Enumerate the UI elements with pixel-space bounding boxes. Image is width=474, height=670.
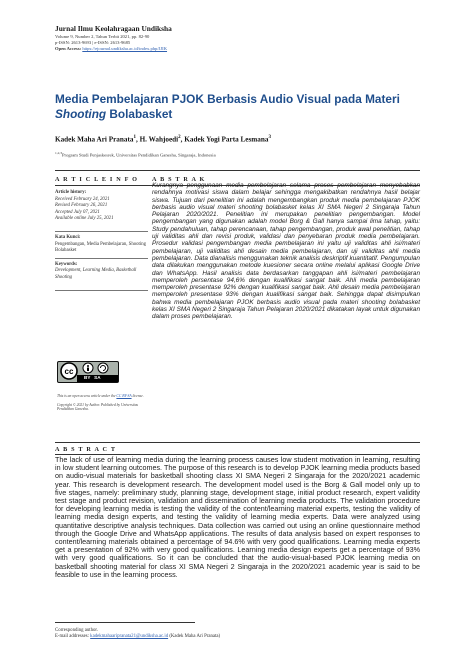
footer	[55, 628, 220, 640]
author-list	[55, 135, 435, 143]
affiliation	[55, 151, 445, 158]
info-divider	[55, 290, 148, 291]
email-label: E-mail addresses:	[55, 634, 91, 640]
title-part1: Media Pembelajaran PJOK Berbasis Audio Visual pada Materi	[55, 92, 400, 106]
open-access-line	[55, 46, 167, 51]
footer-divider	[55, 622, 195, 623]
abstract-section	[55, 456, 420, 579]
corresponding-author: Corresponding author.	[55, 628, 98, 633]
keywords: Development, Learning Media, Basketball Shooting	[55, 268, 137, 280]
author-3: , Kadek Yogi Parta Lesmana	[180, 135, 269, 144]
title-divider	[55, 170, 420, 171]
keywords-label: Keywords:	[55, 261, 78, 267]
abstract-divider-top	[55, 442, 420, 443]
history-online: Available online July 25, 2021	[55, 216, 114, 222]
author-3-sup: 3	[268, 135, 271, 140]
paper-title	[55, 92, 435, 122]
history-accepted: Accepted July 07, 2021	[55, 209, 100, 215]
volume-line: Volume 9, Number 2, Tahun Terbit 2021, pp. 82-90	[55, 34, 150, 39]
history-label: Article history:	[55, 190, 87, 195]
article-info-panel	[55, 190, 148, 294]
issn-line: p-ISSN: 2613-9693 | e-ISSN: 2613-9685	[55, 40, 131, 45]
abstrak-heading: A B S T R A K	[152, 176, 206, 183]
history-revised: Revised February 26, 2021	[55, 203, 108, 209]
email-suffix: (Kadek Maha Ari Pranata)	[168, 634, 221, 640]
article-info-heading: A R T I C L E I N F O	[55, 176, 139, 183]
abstract-heading: A B S T R A C T	[55, 446, 117, 453]
abstrak-text: Kurangnya penggunaan media pembelajaran selama proses pembelajaran menyebabkan rendahnya motivasi siswa dalam belajar sehingga mengakibatkan rendahnya hasil belajar siswa. Tujuan dari penelitian ini adalah mengembangkan produk media pembelajaran PJOK berbasis audio visual materi shooting bolabasket kelas XI SMA Negeri 2 Singaraja Tahun Pelajaran 2020/2021. Penelitian ini merupakan penelitian pengembangan. Model pengembangan yang digunakan adalah model Borg & Gall hanya sampai lima tahap, yaitu: Study pendahuluan, tahap perencanaan, tahap pengembangan, produk awal penelitian, tahap uji validitas ahli dan revisi produk, validasi dan penyebaran produk media pembelajaran. Prosedur validasi pengembangan media pembelajaran ini yaitu uji validitas ahli isi/materi pembelajaran, uji validitas ahli desain media pembelajaran, dan uji validitas ahli media pembelajaran. Data dianalisis menggunakan teknik analisis deskriptif kuantitatif. Pengumpulan data dilakukan menggunakan metode kuesioner secara online melalui aplikasi Google Drive dan WhatsApp. Hasil analisis data berdasarkan tanggapan ahli isi/materi pembelajaran memperoleh persentase 94,6% dengan kualifikasi sangat baik. Ahli media pembelajaran memperoleh presentase 92% dengan kualifikasi sangat baik. Ahli desain media pembelajaran memperoleh presentase 93% dengan kualifikasi sangat baik. Sehingga dapat disimpulkan bahwa media pembelajaran PJOK berbasis audio visual pada materi shooting bolabasket kelas XI SMA Negeri 2 Singaraja Tahun Pelajaran 2020/2021 dikatakan layak untuk digunakan dalam proses pembelajaran.	[152, 182, 420, 321]
info-divider	[55, 231, 148, 232]
journal-url-link[interactable]: https://ejournal.undiksha.ac.id/index.php/JJIK	[82, 46, 168, 51]
journal-name: Jurnal Ilmu Keolahragaan Undiksha	[55, 24, 172, 33]
author-1: Kadek Maha Ari Pranata	[55, 135, 134, 144]
affiliation-sup: 1,2,3	[55, 151, 62, 155]
author-1-sup: 1	[133, 135, 136, 140]
author-2-sup: 2	[178, 135, 181, 140]
kata-kunci-label: Kata Kunci:	[55, 234, 81, 240]
author-email-link[interactable]: kadekmahaaripranata21@undiksha.ac.id	[90, 634, 169, 640]
open-access-label: Open Access:	[55, 46, 82, 51]
abstrak-section	[152, 182, 420, 321]
affiliation-text: Program Studi Penjaskesrek, Universitas Pendidikan Ganesha, Singaraja, Indonesia	[62, 152, 216, 158]
copyright: Copyright © 2021 by Author. Published by Universitas Pendidikan Ganesha.	[57, 402, 138, 412]
cc-license-badge[interactable]	[57, 361, 119, 383]
author-2: , H. Wahjoedi	[135, 135, 179, 144]
history-received: Received February 24, 2021	[55, 196, 110, 202]
license-text-end: license.	[132, 394, 144, 398]
title-rest: Bolabasket	[106, 107, 173, 121]
info-divider	[55, 258, 148, 259]
license-text: This is an open access article under the	[57, 394, 116, 398]
license-link[interactable]: CC BY-SA	[116, 394, 132, 398]
cc-badge-text: BY SA	[84, 375, 101, 380]
title-italic: Shooting	[55, 107, 107, 121]
abstract-text: The lack of use of learning media during the learning process causes low student motivation in learning, resulting in low student learning outcomes. The purpose of this research is to develop PJOK learning media products based on audio-visual materials for basketball shooting class XI SMA Negeri 2 Singaraja for the 2020/2021 academic year. This research is development research. The development model used is the Borg & Gall model only up to five stages, namely: preliminary study, planning stage, development stage, initial product research, expert validity test stage and product revision, validation and dissemination of learning media products. The validation procedure for developing learning media is testing the validity of the content/learning material experts, testing the validity of learning media design experts, and testing the validity of learning media experts. Data were analyzed using quantitative descriptive analysis techniques. Data collection was carried out using an online questionnaire method through the Google Drive and WhatsApp applications. The results of data analysis based on expert responses to content/learning materials obtained a percentage of 94.6% with very good qualifications. Learning media experts get a presentation of 92% with very good qualifications. Learning media design experts get a percentage of 93% with very good qualifications. So it can be concluded that the audio-visual-based PJOK learning media on basketball shooting material for class XI SMA Negeri 2 Singaraja in the 2020/2021 academic year is said to be feasible to use in the learning process.	[55, 455, 420, 579]
license-note	[57, 394, 149, 412]
kata-kunci: Pengembangan, Media Pembelajaran, Shooting Bolabasket	[55, 241, 146, 254]
svg-text:cc: cc	[64, 367, 74, 376]
